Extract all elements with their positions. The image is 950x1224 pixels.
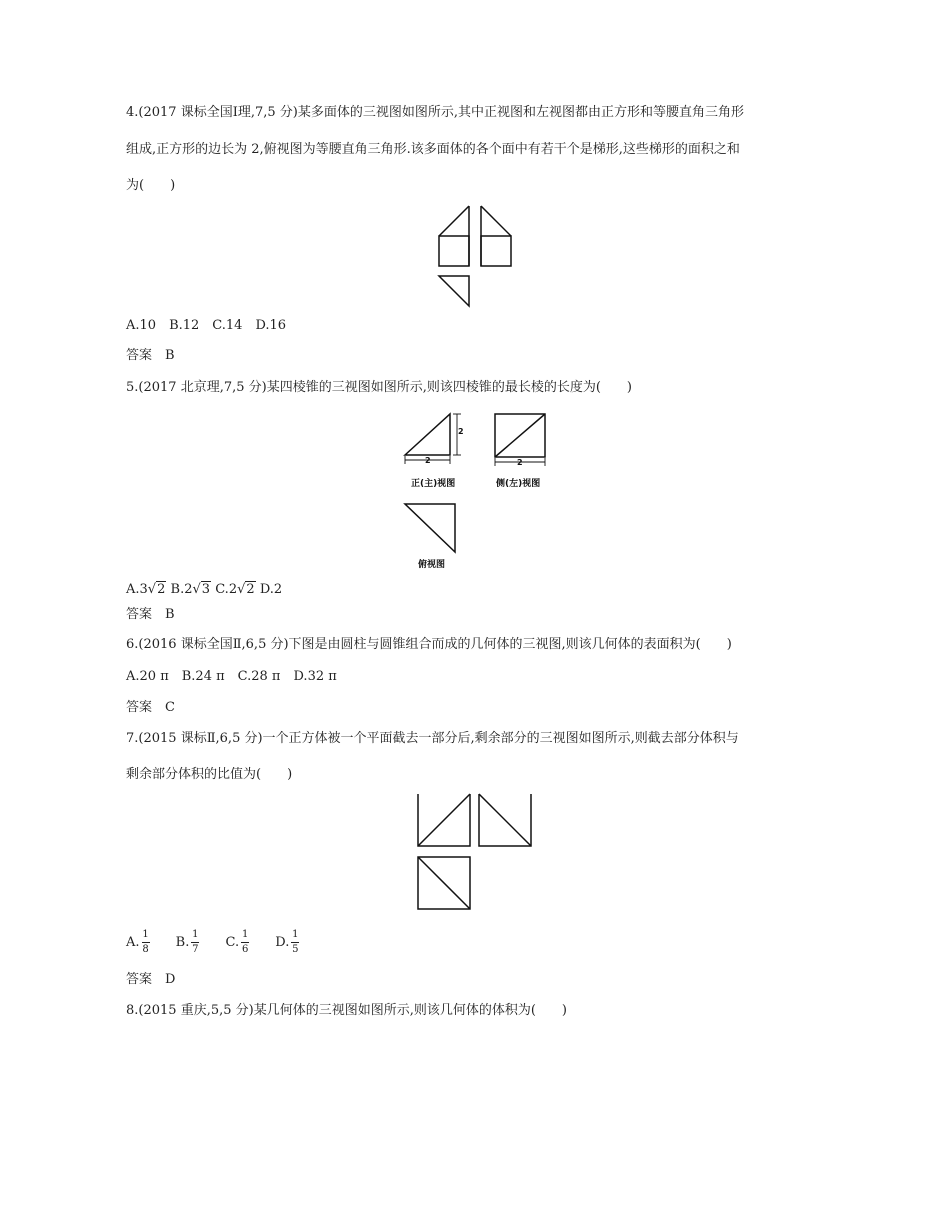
q7-front-view <box>418 794 470 846</box>
q7-answer: 答案 D <box>126 972 176 987</box>
q5-choice-d: D.2 <box>259 582 283 597</box>
q5-top-caption: 俯视图 <box>418 560 446 570</box>
q7-three-view-figure <box>412 790 537 915</box>
q4-choices: A.10 B.12 C.14 D.16 <box>126 318 287 333</box>
q6-choices: A.20 π B.24 π C.28 π D.32 π <box>126 669 337 684</box>
q5-choice-c: C.2√2 <box>215 582 255 597</box>
q5-front-view <box>405 414 464 489</box>
q5-three-view-figure <box>395 410 560 570</box>
q5-stem: 5.(2017 北京理,7,5 分)某四棱锥的三视图如图所示,则该四棱锥的最长棱的长度为( ) <box>126 380 632 395</box>
q4-front-view <box>439 206 469 266</box>
q6-stem: 6.(2016 课标全国Ⅱ,6,5 分)下图是由圆柱与圆锥组合而成的几何体的三视图,则该几何体的表面积为( ) <box>126 637 732 652</box>
q7-choice-c: C. $\frac{1}{6}$ <box>225 929 249 955</box>
q5-choice-a: A.3√2 <box>126 582 166 597</box>
q5-top-view <box>405 504 455 570</box>
q7-choice-d: D. $\frac{1}{5}$ <box>275 929 299 955</box>
q7-stem-line2: 剩余部分体积的比值为( ) <box>126 767 293 782</box>
q5-front-height-label: 2 <box>458 427 464 436</box>
q7-choice-a: A. $\frac{1}{8}$ <box>126 929 149 955</box>
q5-answer: 答案 B <box>126 607 175 622</box>
q4-stem-line2: 组成,正方形的边长为 2,俯视图为等腰直角三角形.该多面体的各个面中有若干个是梯形,这些梯形的面积之和 <box>126 142 740 157</box>
q8-stem: 8.(2015 重庆,5,5 分)某几何体的三视图如图所示,则该几何体的体积为( ) <box>126 1003 567 1018</box>
q4-side-view <box>481 206 511 266</box>
q5-side-caption: 侧(左)视图 <box>496 479 541 489</box>
q7-choices <box>126 928 303 958</box>
q4-answer: 答案 B <box>126 348 175 363</box>
q7-side-view <box>479 794 531 846</box>
q4-three-view-figure <box>430 200 525 315</box>
q5-choice-b: B.2√3 <box>170 582 211 597</box>
q4-stem-line3: 为( ) <box>126 178 176 193</box>
q5-front-caption: 正(主)视图 <box>411 479 456 489</box>
q5-side-width-label: 2 <box>517 458 523 467</box>
q4-stem-line1: 4.(2017 课标全国Ⅰ理,7,5 分)某多面体的三视图如图所示,其中正视图和左视图都由正方形和等腰直角三角形 <box>126 105 744 120</box>
q7-stem-line1: 7.(2015 课标Ⅱ,6,5 分)一个正方体被一个平面截去一部分后,剩余部分的三视图如图所示,则截去部分体积与 <box>126 731 739 746</box>
q4-top-view <box>439 276 469 306</box>
q5-front-width-label: 2 <box>425 456 431 465</box>
q5-side-view <box>495 414 545 489</box>
q7-choice-b: B. $\frac{1}{7}$ <box>175 929 199 955</box>
q5-choices <box>126 582 282 598</box>
q7-top-view <box>418 857 470 909</box>
q6-answer: 答案 C <box>126 700 175 715</box>
